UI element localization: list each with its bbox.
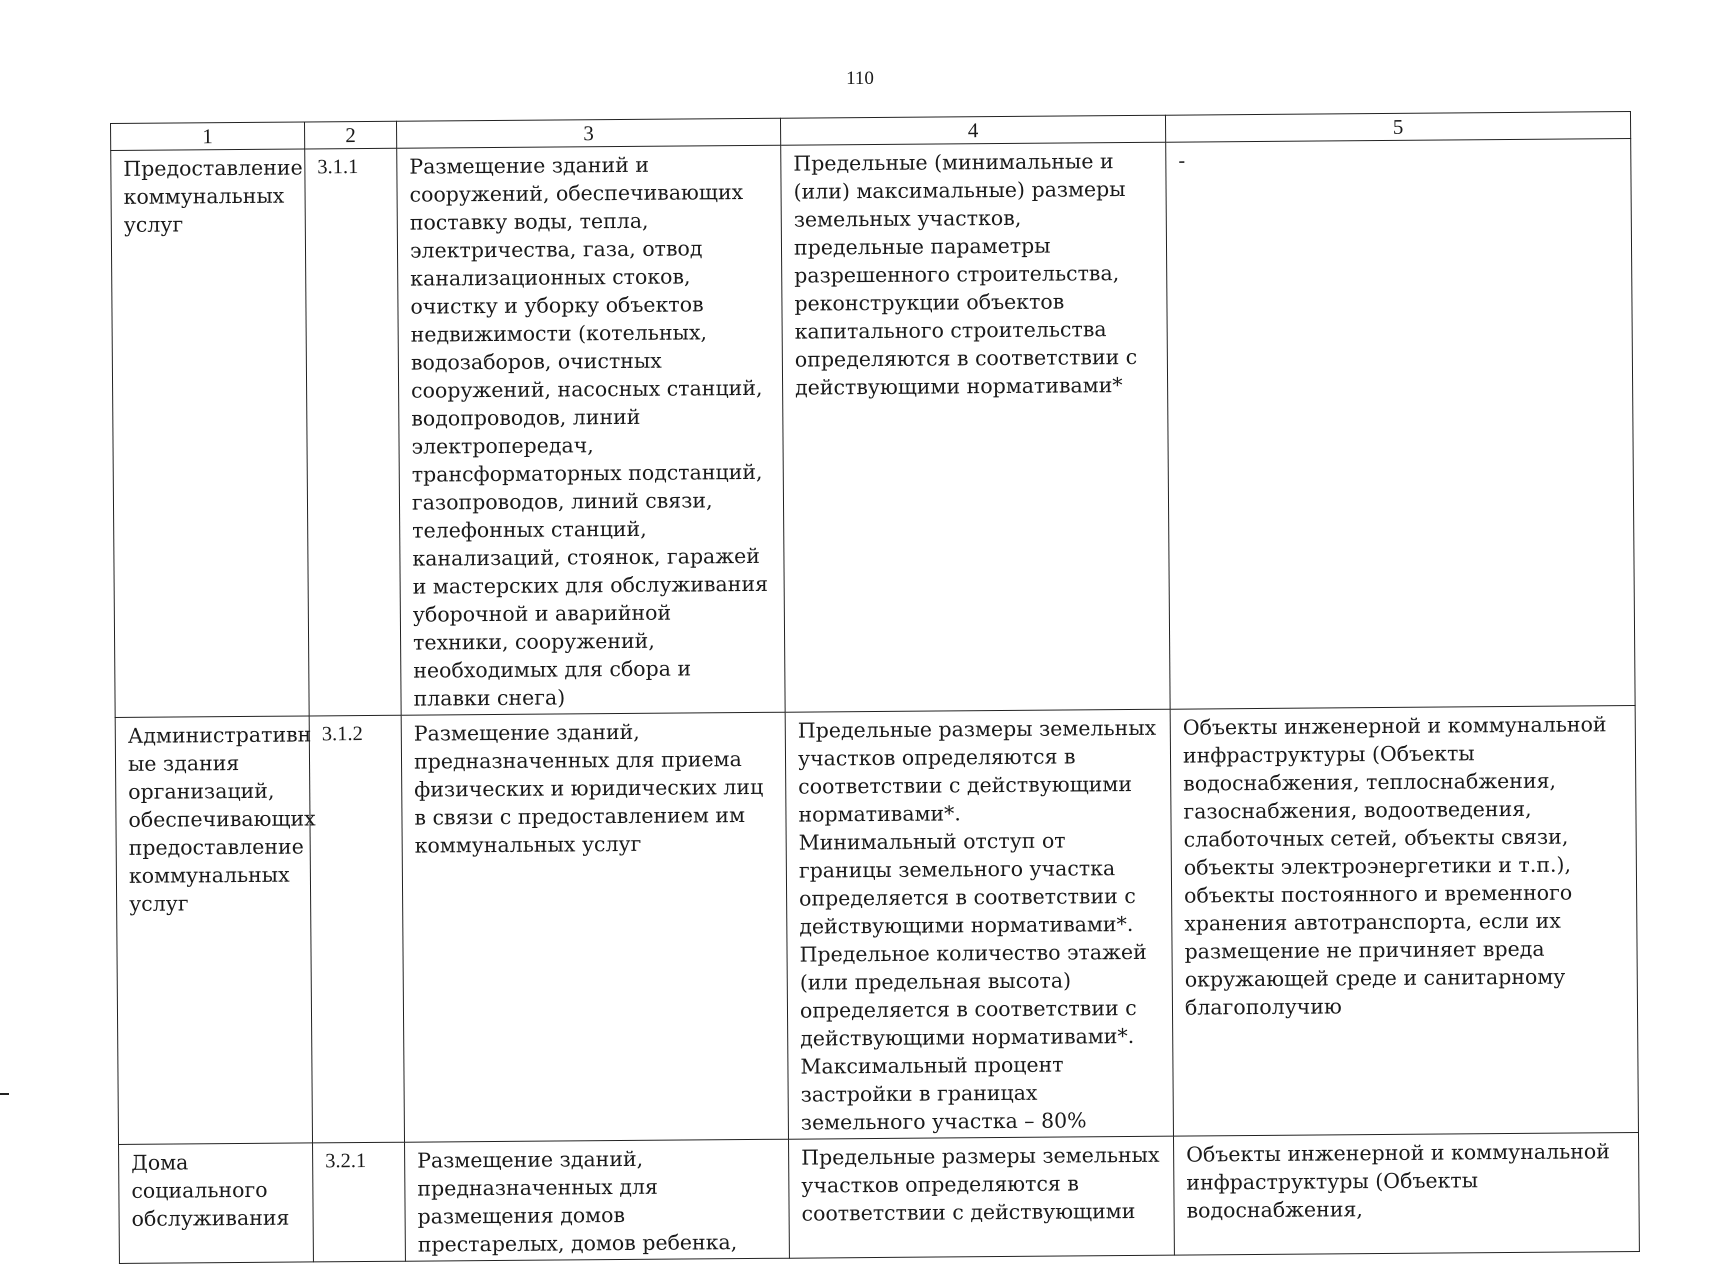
header-cell: 1 xyxy=(111,122,305,151)
use-type-conditional: Объекты инженерной и коммунальной инфраструктуры (Объекты водоснабжения, теплоснабжения, газоснабжения, водоотведения, слаботочных сетей, объекты связи, объекты электроэнергетики и т.п.), объекты постоянного и временного хранения автотранспорта, если их размещение не причиняет вреда окружающей среде и санитарному благополучию xyxy=(1170,706,1638,1137)
use-type-name: Дома социального обслуживания xyxy=(119,1143,314,1264)
use-type-description: Размещение зданий и сооружений, обеспечивающих поставку воды, тепла, электричества, газа, отвод канализационных стоков, очистку и уборку объектов недвижимости (котельных, водозаборов, очистных сооружений, насосных станций, водопроводов, линий электропередач, трансформаторных подстанций, газопроводов, линий связи, телефонных станций, канализаций, стоянок, гаражей и мастерских для обслуживания уборочной и аварийной техники, сооружений, необходимых для сбора и плавки снега) xyxy=(397,145,785,715)
margin-mark xyxy=(0,1093,9,1095)
table-row xyxy=(111,139,1635,718)
header-cell: 2 xyxy=(304,121,396,149)
use-type-code: 3.2.1 xyxy=(313,1142,406,1262)
use-type-conditional: - xyxy=(1166,139,1635,710)
header-cell: 4 xyxy=(780,115,1165,145)
use-type-parameters: Предельные (минимальные и (или) максимальные) размеры земельных участков, предельные параметры разрешенного строительства, реконструкции объектов капитального строительства определяются в соответствии с действующими нормативами* xyxy=(781,142,1170,712)
header-cell: 5 xyxy=(1165,112,1630,143)
use-type-parameters: Предельные размеры земельных участков определяются в соответствии с действующими нормативами*. Минимальный отступ от границы земельного участка определяется в соответствии с действующими нормативами*. Предельное количество этажей (или предельная высота) определяется в соответствии с действующими нормативами*. Максимальный процент застройки в границах земельного участка – 80% xyxy=(785,709,1173,1139)
use-type-parameters: Предельные размеры земельных участков определяются в соответствии с действующими xyxy=(789,1136,1175,1258)
table-row xyxy=(115,706,1638,1145)
use-type-conditional: Объекты инженерной и коммунальной инфраструктуры (Объекты водоснабжения, xyxy=(1173,1133,1639,1256)
land-use-table xyxy=(110,111,1640,1264)
use-type-description: Размещение зданий, предназначенных для размещения домов престарелых, домов ребенка, xyxy=(405,1139,790,1261)
page-number: 110 xyxy=(846,68,874,89)
header-cell: 3 xyxy=(396,118,780,148)
table-row xyxy=(119,1133,1640,1264)
use-type-name: Предоставление коммунальных услуг xyxy=(111,149,309,718)
use-type-code: 3.1.1 xyxy=(305,148,401,716)
use-type-code: 3.1.2 xyxy=(309,715,404,1143)
use-type-name: Административн ые здания организаций, обеспечивающих предоставление коммунальных услуг xyxy=(115,716,312,1145)
use-type-description: Размещение зданий, предназначенных для приема физических и юридических лиц в связи с предоставлением им коммунальных услуг xyxy=(401,712,788,1142)
